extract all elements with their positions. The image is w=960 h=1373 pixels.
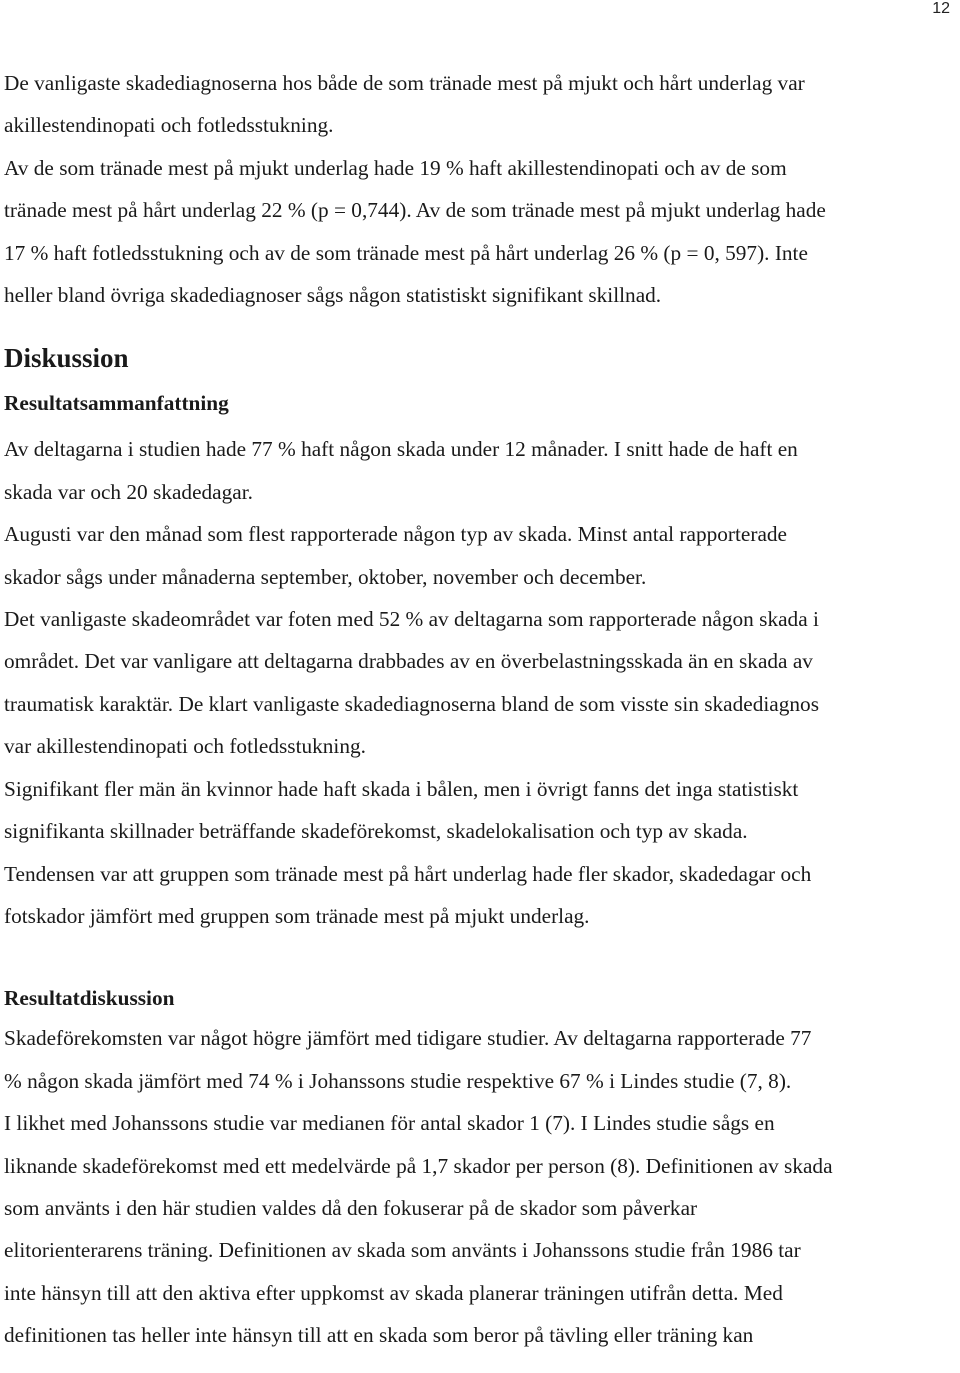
heading-resultatdiskussion: Resultatdiskussion [4, 986, 175, 1011]
page-number: 12 [932, 0, 950, 17]
text-line: skador sågs under månaderna september, oktober, november och december. [4, 564, 647, 589]
text-line: fotskador jämfört med gruppen som tränade mest på mjukt underlag. [4, 903, 590, 928]
text-line: Av de som tränade mest på mjukt underlag hade 19 % haft akillestendinopati och av de som [4, 155, 787, 180]
heading-resultatsammanfattning: Resultatsammanfattning [4, 391, 229, 416]
text-line: traumatisk karaktär. De klart vanligaste skadediagnoserna bland de som visste sin skadediagnos [4, 691, 819, 716]
text-line: Av deltagarna i studien hade 77 % haft någon skada under 12 månader. I snitt hade de haft en [4, 437, 798, 462]
text-line: % någon skada jämfört med 74 % i Johanssons studie respektive 67 % i Lindes studie (7, 8). [4, 1068, 792, 1093]
discussion-section [4, 1017, 960, 1356]
text-line: Skadeförekomsten var något högre jämfört med tidigare studier. Av deltagarna rapporterade 77 [4, 1026, 812, 1051]
text-line: var akillestendinopati och fotledsstukning. [4, 734, 366, 759]
text-line: tränade mest på hårt underlag 22 % (p = 0,744). Av de som tränade mest på mjukt underlag hade [4, 198, 826, 223]
text-line: Augusti var den månad som flest rapporterade någon typ av skada. Minst antal rapporterade [4, 522, 788, 547]
text-line: området. Det var vanligare att deltagarna drabbades av en överbelastningsskada än en skada av [4, 649, 813, 674]
text-line: elitorienterarens träning. Definitionen av skada som använts i Johanssons studie från 1986 tar [4, 1238, 801, 1263]
text-line: skada var och 20 skadedagar. [4, 479, 253, 504]
text-line: akillestendinopati och fotledsstukning. [4, 113, 334, 138]
text-line: inte hänsyn till att den aktiva efter uppkomst av skada planerar träningen utifrån detta. Med [4, 1280, 783, 1305]
text-line: heller bland övriga skadediagnoser sågs någon statistiskt signifikant skillnad. [4, 283, 662, 308]
text-line: definitionen tas heller inte hänsyn till att en skada som beror på tävling eller träning kan [4, 1323, 754, 1348]
text-line: Det vanligaste skadeområdet var foten med 52 % av deltagarna som rapporterade någon skada i [4, 607, 819, 632]
summary-section [4, 428, 960, 937]
document-body [4, 62, 960, 1357]
text-line: 17 % haft fotledsstukning och av de som tränade mest på hårt underlag 26 % (p = 0, 597). Inte [4, 240, 808, 265]
intro-paragraph [4, 62, 960, 316]
text-line: De vanligaste skadediagnoserna hos både de som tränade mest på mjukt och hårt underlag var [4, 71, 805, 95]
text-line: Signifikant fler män än kvinnor hade haft skada i bålen, men i övrigt fanns det inga statistiskt [4, 776, 799, 801]
heading-diskussion: Diskussion [4, 343, 129, 374]
text-line: signifikanta skillnader beträffande skadeförekomst, skadelokalisation och typ av skada. [4, 819, 748, 844]
text-line: liknande skadeförekomst med ett medelvärde på 1,7 skador per person (8). Definitionen av skada [4, 1153, 833, 1178]
text-line: I likhet med Johanssons studie var medianen för antal skador 1 (7). I Lindes studie sågs en [4, 1111, 775, 1136]
text-line: Tendensen var att gruppen som tränade mest på hårt underlag hade fler skador, skadedagar och [4, 861, 812, 886]
text-line: som använts i den här studien valdes då den fokuserar på de skador som påverkar [4, 1195, 698, 1220]
